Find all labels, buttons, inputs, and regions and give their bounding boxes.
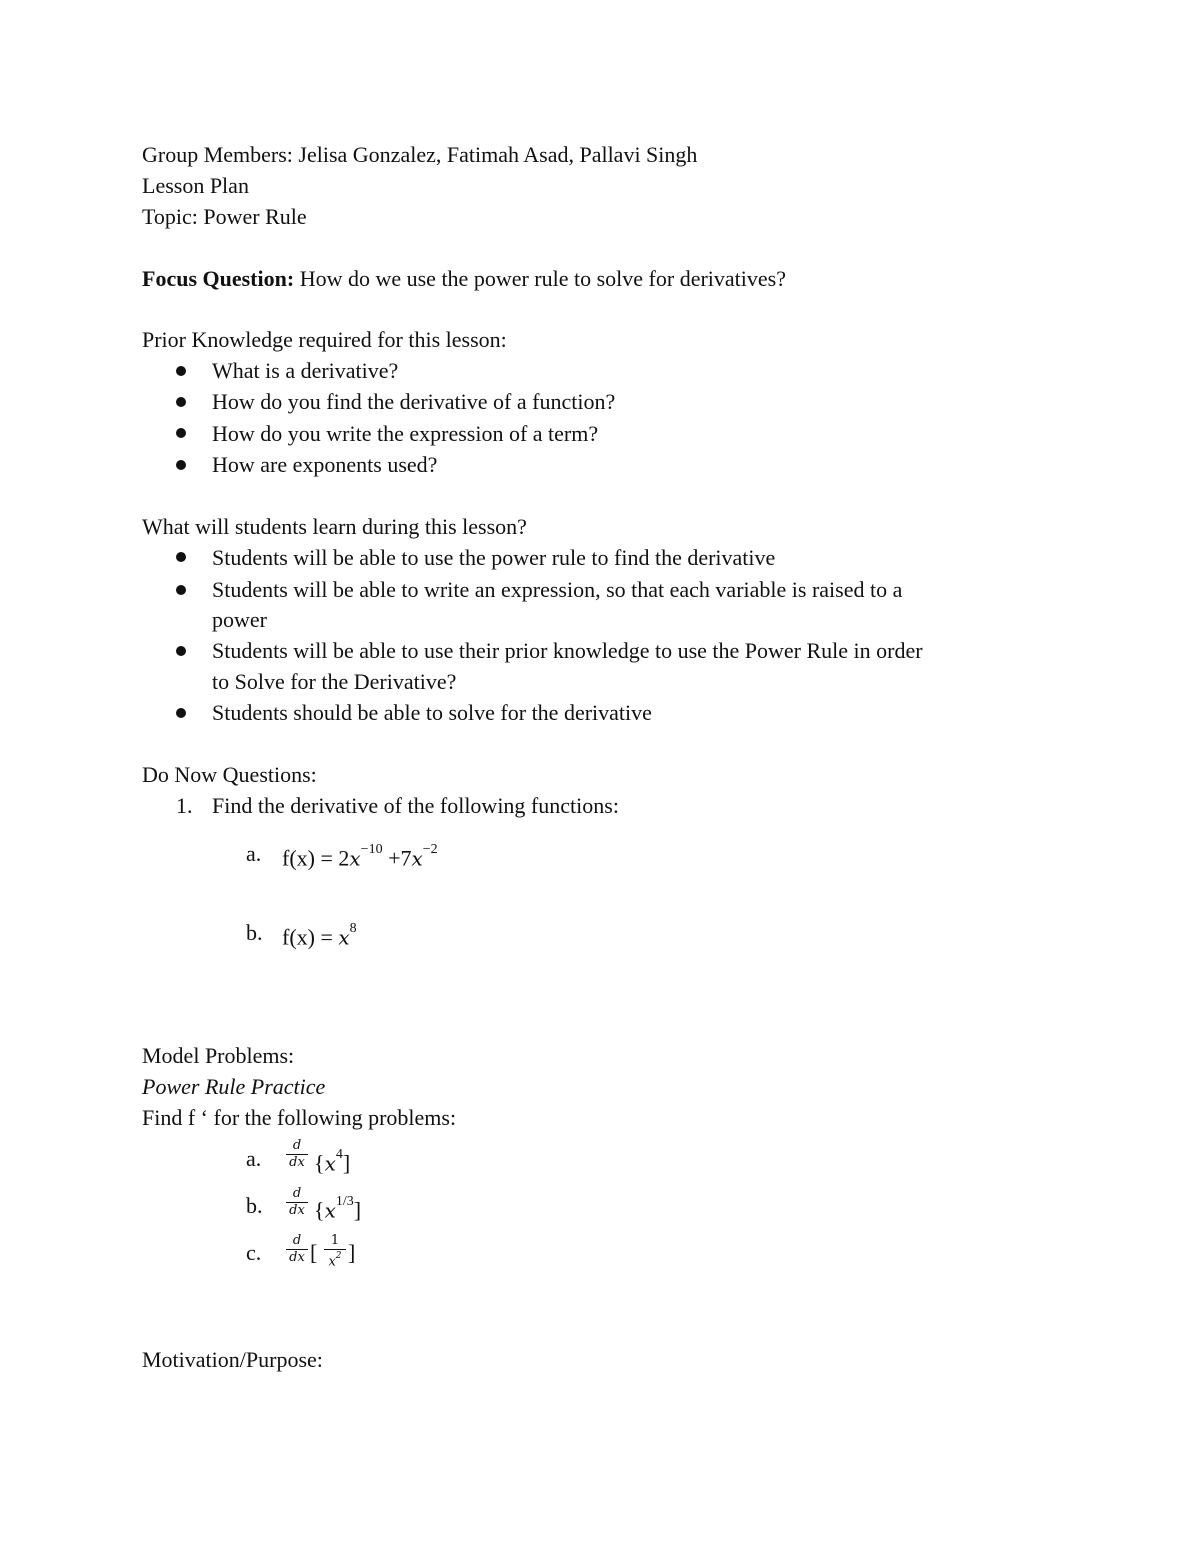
expression-middle: +7 <box>382 845 412 871</box>
close-bracket: ] <box>353 1197 362 1223</box>
fraction-denominator: dx <box>289 1203 305 1218</box>
fraction-denominator: dx <box>289 1155 305 1170</box>
model-expression-a <box>314 1143 350 1179</box>
question-letter-a: a. <box>246 841 262 866</box>
focus-question-label: Focus Question: <box>142 266 295 291</box>
learning-goals-heading: What will students learn during this lesson? <box>142 514 527 539</box>
group-members-line <box>142 139 697 170</box>
learning-goal-item: Students should be able to solve for the derivative <box>212 700 652 725</box>
exponent: −10 <box>360 842 383 857</box>
learning-goal-item: Students will be able to write an expression, so that each variable is raised to a <box>212 577 903 602</box>
bullet-icon <box>176 366 186 376</box>
question-number: 1. <box>176 793 193 818</box>
derivative-operator <box>286 1138 308 1171</box>
exponent: 2 <box>335 1251 342 1261</box>
do-now-expression-a <box>282 838 438 874</box>
bullet-icon <box>176 552 186 562</box>
math-variable: x <box>338 925 350 950</box>
reciprocal-fraction <box>324 1233 346 1270</box>
prior-item: How do you find the derivative of a function? <box>212 389 616 414</box>
math-variable: x <box>324 1151 336 1176</box>
prior-item: How do you write the expression of a term? <box>212 421 599 446</box>
exponent: 4 <box>335 1147 343 1162</box>
learning-goal-item: Students will be able to use the power rule to find the derivative <box>212 545 776 570</box>
do-now-expression-b <box>282 917 357 953</box>
math-variable: x <box>328 1254 336 1270</box>
exponent: −2 <box>422 842 438 857</box>
problem-letter-b: b. <box>246 1193 263 1218</box>
math-variable: x <box>324 1198 336 1223</box>
group-members-label: Group Members: <box>142 142 293 167</box>
bullet-icon <box>176 428 186 438</box>
learning-goal-item-continued: power <box>212 607 267 632</box>
learning-goal-item: Students will be able to use their prior knowledge to use the Power Rule in order <box>212 638 923 663</box>
model-problems-instruction: Find f ‘ for the following problems: <box>142 1105 457 1130</box>
open-bracket: [ <box>310 1240 318 1265</box>
open-bracket: { <box>314 1197 325 1223</box>
derivative-operator <box>286 1186 308 1219</box>
question-text: Find the derivative of the following functions: <box>212 793 619 818</box>
prior-item: What is a derivative? <box>212 358 399 383</box>
motivation-heading: Motivation/Purpose: <box>142 1347 323 1372</box>
model-expression-b <box>314 1190 361 1226</box>
close-bracket: ] <box>348 1240 356 1265</box>
expression-prefix: f(x) = <box>282 924 339 950</box>
bullet-icon <box>176 646 186 656</box>
do-now-heading: Do Now Questions: <box>142 762 317 787</box>
math-variable: x <box>411 846 423 871</box>
prior-item: How are exponents used? <box>212 452 438 477</box>
fraction-denominator: dx <box>289 1250 305 1265</box>
derivative-operator <box>286 1233 308 1266</box>
focus-question-text: How do we use the power rule to solve for derivatives? <box>299 266 786 291</box>
fraction-denominator <box>324 1250 346 1270</box>
fraction-numerator: d <box>292 1186 302 1201</box>
open-bracket: { <box>314 1150 325 1176</box>
exponent: 1/3 <box>335 1194 354 1209</box>
fraction-numerator: 1 <box>330 1233 340 1248</box>
exponent: 8 <box>349 921 357 936</box>
bullet-icon <box>176 585 186 595</box>
question-letter-b: b. <box>246 920 263 945</box>
problem-letter-a: a. <box>246 1146 262 1171</box>
bullet-icon <box>176 397 186 407</box>
close-bracket: ] <box>342 1150 351 1176</box>
math-variable: x <box>349 846 361 871</box>
group-members-names: Jelisa Gonzalez, Fatimah Asad, Pallavi Singh <box>298 142 698 167</box>
fraction-numerator: d <box>292 1138 302 1153</box>
fraction-numerator: d <box>292 1233 302 1248</box>
document-type: Lesson Plan <box>142 173 249 198</box>
problem-letter-c: c. <box>246 1240 262 1265</box>
bullet-icon <box>176 708 186 718</box>
learning-goal-item-continued: to Solve for the Derivative? <box>212 669 457 694</box>
model-problems-heading: Model Problems: <box>142 1043 295 1068</box>
topic-line: Topic: Power Rule <box>142 204 307 229</box>
bullet-icon <box>176 460 186 470</box>
focus-question-line <box>142 263 786 294</box>
prior-knowledge-heading: Prior Knowledge required for this lesson: <box>142 327 507 352</box>
model-problems-subheading: Power Rule Practice <box>142 1074 326 1099</box>
expression-prefix: f(x) = 2 <box>282 845 350 871</box>
